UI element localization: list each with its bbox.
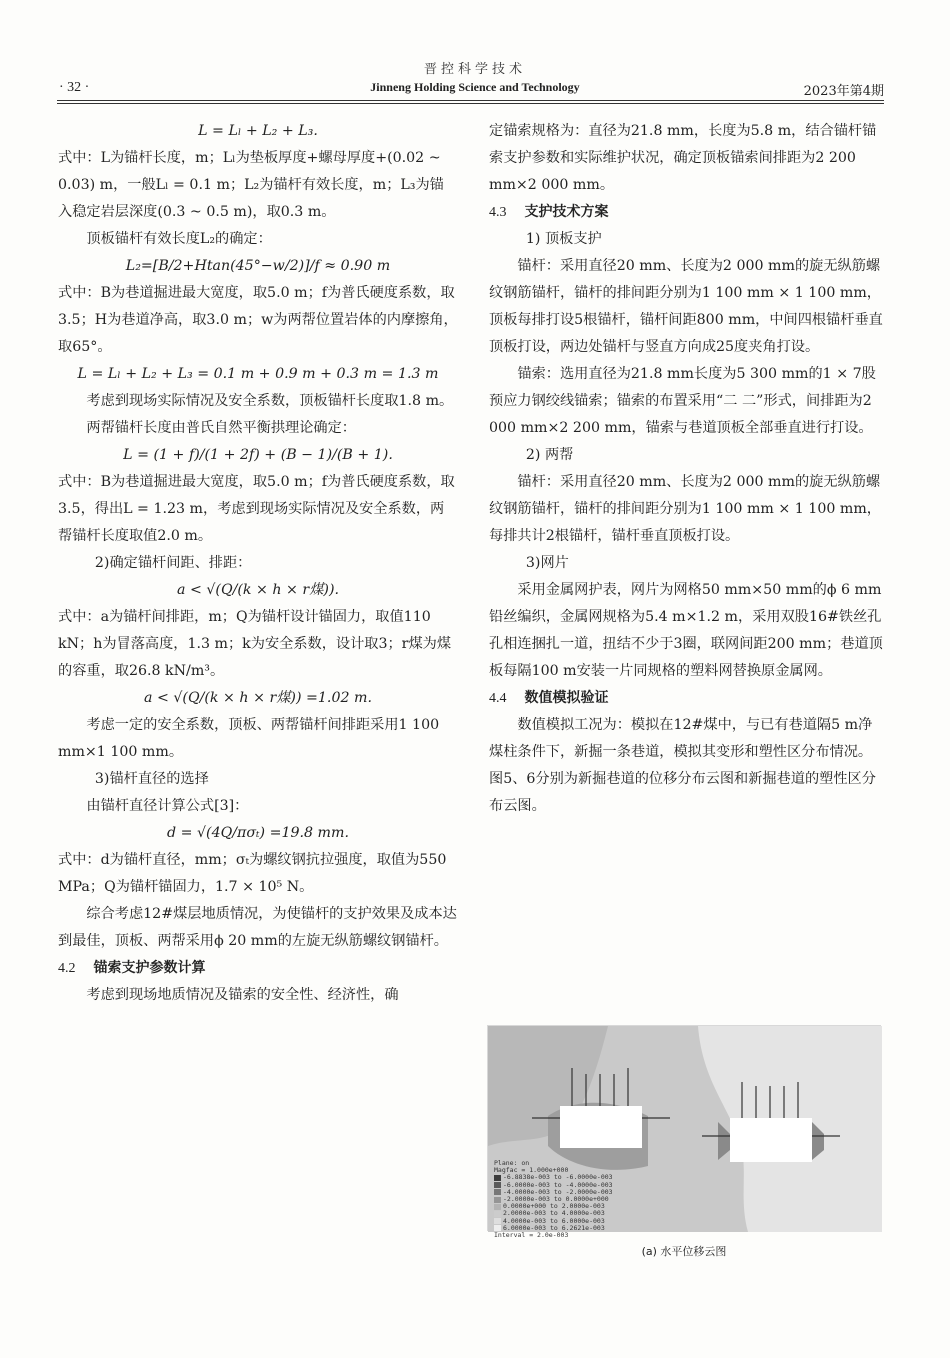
formula-effective-length: L₂=[B/2+Htan(45°−w/2)]/f ≈ 0.90 m [125, 258, 391, 274]
legend-swatch [494, 1197, 501, 1203]
legend-range: -2.0000e-003 to 0.0000e+000 [503, 1195, 609, 1204]
section-title: 支护技术方案 [524, 204, 609, 220]
formula-spacing: a < √(Q/(k × h × r煤)). [177, 582, 339, 598]
paragraph: 定锚索规格为：直径为21.8 mm，长度为5.8 m，结合锚杆锚索支护参数和实际维护状况，确定顶板锚索间排距为2 200 mm×2 000 mm。 [489, 123, 877, 193]
subheading: 3)锚杆直径的选择 [94, 771, 209, 787]
figure-caption: (a) 水平位移云图 [641, 1245, 727, 1258]
legend-swatch [494, 1189, 501, 1195]
paragraph: 式中：a为锚杆间排距，m；Q为锚杆设计锚固力，取值110 kN；h为冒落高度，1.3 m；k为安全系数，设计取3；r煤为煤的容重，取26.8 kN/m³。 [58, 609, 452, 679]
paragraph: 考虑到现场地质情况及锚索的安全性、经济性，确 [86, 987, 399, 1003]
paragraph: 式中：B为巷道掘进最大宽度，取5.0 m；f为普氏硬度系数，取3.5，得出L = 1.23 m，考虑到现场实际情况及安全系数，两帮锚杆长度取值2.0 m。 [58, 474, 455, 544]
legend-swatch [494, 1204, 501, 1210]
header-rule-secondary [57, 103, 884, 104]
legend-range: 2.0000e-003 to 4.0000e-003 [503, 1209, 605, 1218]
legend-interval: Interval = 2.0e-003 [494, 1231, 569, 1240]
contour-legend [494, 1160, 613, 1239]
legend-title: Plane: on [494, 1159, 530, 1167]
section-heading-4-3 [489, 199, 885, 226]
legend-swatch [494, 1218, 501, 1224]
section-title: 锚索支护参数计算 [93, 960, 206, 976]
paragraph: 综合考虑12#煤层地质情况，为使锚杆的支护效果及成本达到最佳，顶板、两帮采用ϕ 20 mm的左旋无纵筋螺纹钢锚杆。 [58, 906, 457, 949]
subheading: 1) 顶板支护 [525, 231, 602, 247]
page-number: · 32 · [59, 80, 90, 95]
formula-anchor-length: L = Lₗ + L₂ + L₃. [198, 123, 318, 139]
paragraph: 锚杆：采用直径20 mm、长度为2 000 mm的旋无纵筋螺纹钢筋锚杆，锚杆的排间距分别为1 100 mm × 1 100 mm，顶板每排打设5根锚杆，锚杆间距800 mm，中间四根锚杆垂直顶板打设，两边处锚杆与竖直方向成25度夹角打设。 [489, 258, 883, 355]
section-number: 4.2 [58, 961, 76, 976]
legend-range: 0.0000e+000 to 2.0000e-003 [503, 1202, 605, 1211]
left-column [58, 118, 458, 1009]
legend-range: 6.0000e-003 to 6.2621e-003 [503, 1223, 605, 1232]
legend-range: -6.8838e-003 to -6.0000e-003 [503, 1173, 613, 1182]
paragraph: 锚索：选用直径为21.8 mm长度为5 300 mm的1 × 7股预应力钢绞线锚索；锚索的布置采用“二 二”形式，间排距为2 000 mm×2 200 mm，锚索与巷道顶板全部垂直进行打设。 [489, 366, 876, 436]
section-heading-4-2 [58, 955, 458, 982]
legend-swatch [494, 1175, 501, 1181]
subheading: 2)确定锚杆间距、排距： [94, 555, 252, 571]
subheading: 2) 两帮 [525, 447, 574, 463]
roadway-existing [560, 1106, 642, 1148]
paragraph: 考虑一定的安全系数，顶板、两帮锚杆间排距采用1 100 mm×1 100 mm。 [58, 717, 440, 760]
section-number: 4.3 [489, 205, 507, 220]
section-number: 4.4 [489, 691, 507, 706]
legend-range: 4.0000e-003 to 6.0000e-003 [503, 1216, 605, 1225]
legend-range: -6.0000e-003 to -4.0000e-003 [503, 1180, 613, 1189]
paragraph: 两帮锚杆长度由普氏自然平衡拱理论确定： [86, 420, 356, 436]
paragraph: 式中：B为巷道掘进最大宽度，取5.0 m；f为普氏硬度系数，取3.5；H为巷道净高，取3.0 m；w为两帮位置岩体的内摩擦角，取65°。 [58, 285, 458, 355]
paragraph: 顶板锚杆有效长度L₂的确定： [86, 231, 272, 247]
legend-swatch [494, 1182, 501, 1188]
formula-total-length: L = Lₗ + L₂ + L₃ = 0.1 m + 0.9 m + 0.3 m = 1.3 m [77, 366, 439, 382]
formula-side-length: L = (1 + f)/(1 + 2f) + (B − 1)/(B + 1). [123, 447, 393, 463]
paragraph: 式中：L为锚杆长度，m；Lₗ为垫板厚度+螺母厚度+(0.02 ~ 0.03) m，一般Lₗ = 0.1 m；L₂为锚杆有效长度，m；L₃为锚入稳定岩层深度(0.3 ~ 0.5 m)，取0.3 m。 [58, 150, 444, 220]
formula-spacing-result: a < √(Q/(k × h × r煤)) =1.02 m. [144, 690, 372, 706]
legend-magfac: Magfac = 1.000e+000 [494, 1166, 569, 1175]
legend-swatch [494, 1211, 501, 1217]
paragraph: 采用金属网护表，网片为网格50 mm×50 mm的ϕ 6 mm铅丝编织，金属网规格为5.4 m×1.2 m，采用双股16#铁丝孔孔相连捆扎一道，扭结不少于3圈，联网间距200 mm；巷道顶板每隔100 m安装一片同规格的塑料网替换原金属网。 [489, 582, 883, 679]
journal-title-en: Jinneng Holding Science and Technology [370, 80, 580, 94]
section-heading-4-4 [489, 685, 885, 712]
journal-title-cn: 晋控科学技术 [423, 62, 526, 77]
right-column [489, 118, 885, 820]
paragraph: 由锚杆直径计算公式[3]： [86, 798, 249, 814]
section-title: 数值模拟验证 [524, 690, 609, 706]
subheading: 3)网片 [525, 555, 569, 571]
paragraph: 锚杆：采用直径20 mm、长度为2 000 mm的旋无纵筋螺纹钢筋锚杆，锚杆的排间距分别为1 100 mm × 1 100 mm，每排共计2根锚杆，锚杆垂直顶板打设。 [489, 474, 881, 544]
header-rule [57, 100, 884, 101]
issue-label: 2023年第4期 [803, 84, 884, 99]
paragraph: 式中：d为锚杆直径，mm；σₜ为螺纹钢抗拉强度，取值为550 MPa；Q为锚杆锚固力，1.7 × 10⁵ N。 [58, 852, 447, 895]
roadway-new [730, 1118, 812, 1162]
paragraph: 数值模拟工况为：模拟在12#煤中，与已有巷道隔5 m净煤柱条件下，新掘一条巷道，模拟其变形和塑性区分布情况。图5、6分别为新掘巷道的位移分布云图和新掘巷道的塑性区分布云图。 [489, 717, 876, 814]
horizontal-displacement-contour-figure [487, 1025, 881, 1240]
paragraph: 考虑到现场实际情况及安全系数，顶板锚杆长度取1.8 m。 [86, 393, 454, 409]
legend-range: -4.0000e-003 to -2.0000e-003 [503, 1187, 613, 1196]
formula-diameter: d = √(4Q/πσₜ) =19.8 mm. [167, 825, 349, 841]
